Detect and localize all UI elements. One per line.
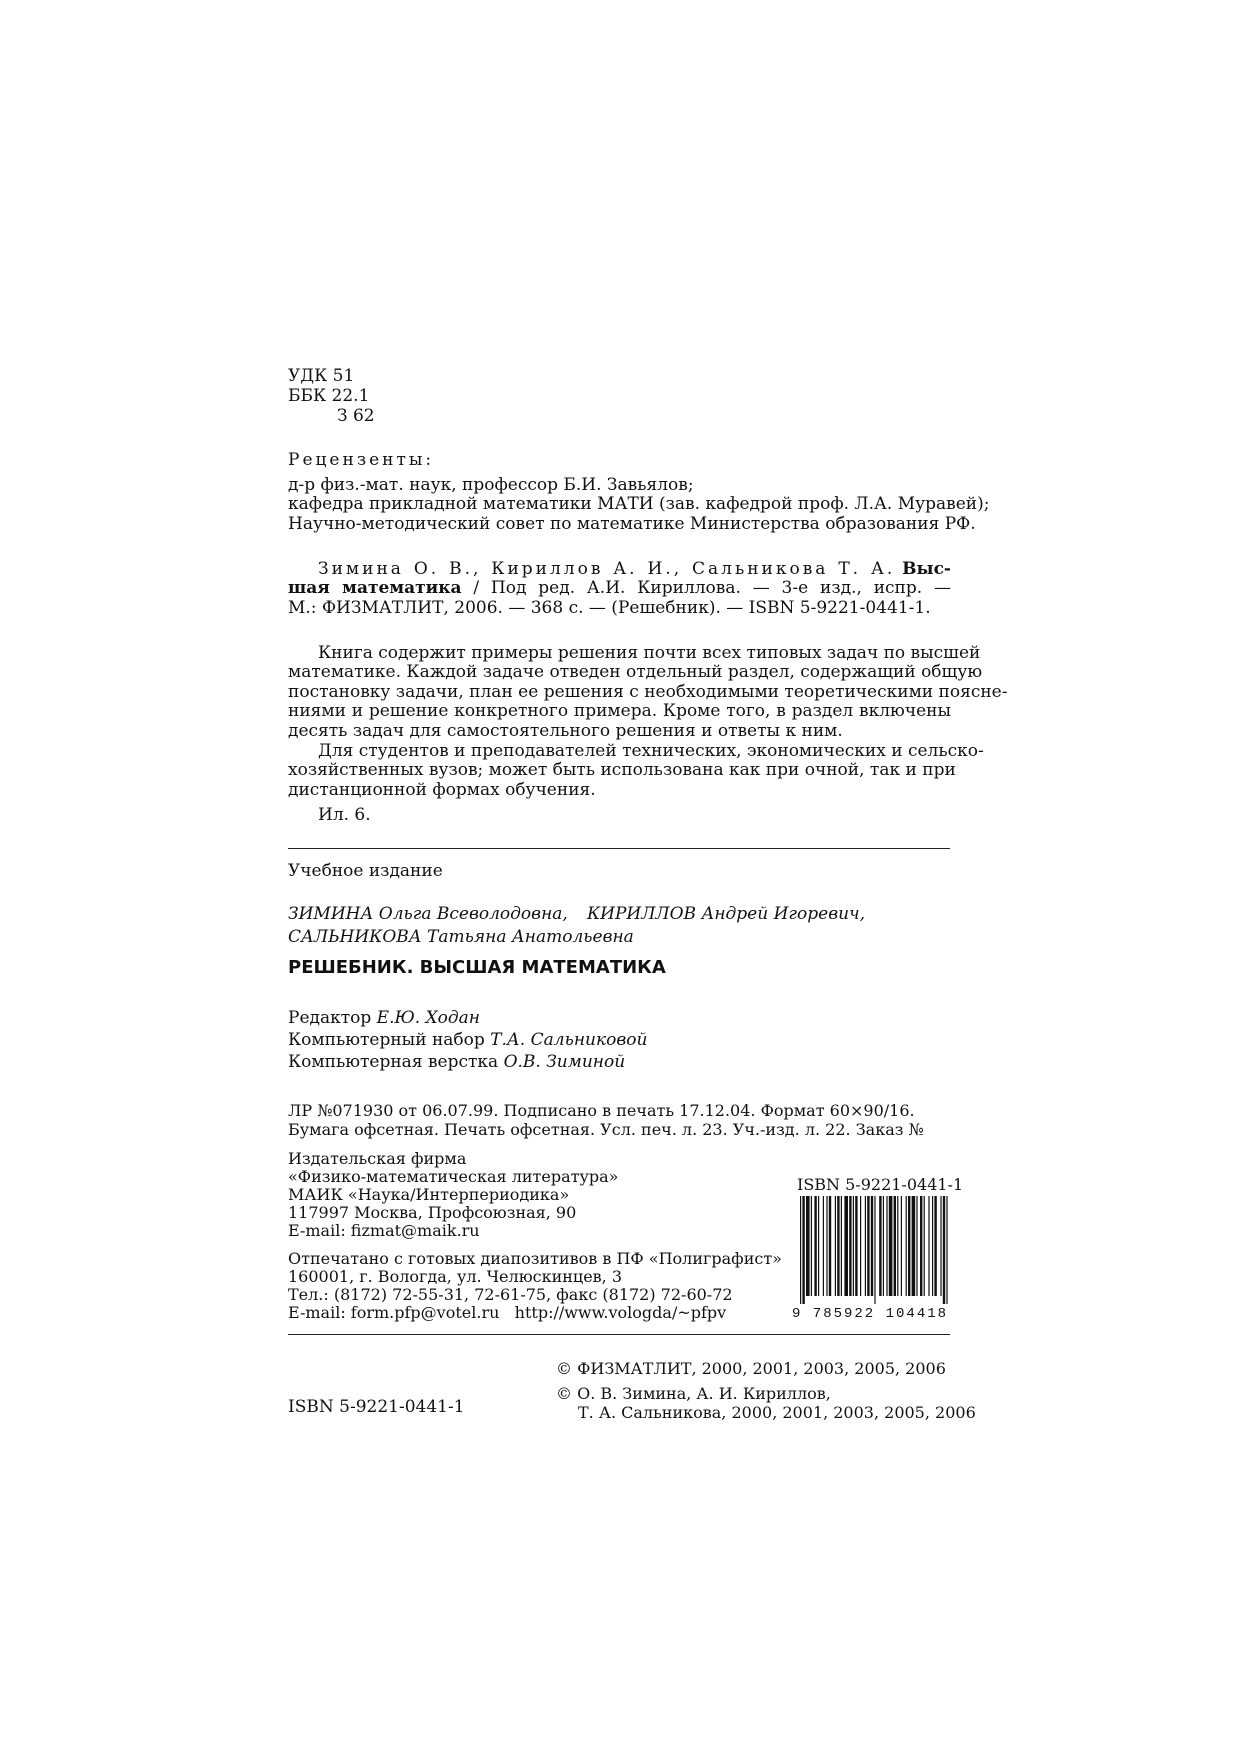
citation-editor: / Под ред. А.И. Кириллова. — 3-е изд., испр. —: [473, 578, 951, 598]
annotation-line: постановку задачи, план ее решения с необходимыми теоретическими поясне-: [288, 682, 1008, 702]
annotation-line: дистанционной формах обучения.: [288, 780, 596, 800]
annotation-line: ниями и решение конкретного примера. Кроме того, в раздел включены: [288, 701, 951, 721]
isbn-barcode: [798, 1196, 950, 1306]
printer-line: 160001, г. Вологда, ул. Челюскинцев, 3: [288, 1267, 623, 1286]
udk-code: УДК 51: [288, 366, 355, 386]
printer-line: Тел.: (8172) 72-55-31, 72-61-75, факс (8172) 72-60-72: [288, 1285, 733, 1304]
edition-type: Учебное издание: [288, 861, 443, 881]
print-info-line: Бумага офсетная. Печать офсетная. Усл. печ. л. 23. Уч.-изд. л. 22. Заказ №: [288, 1120, 924, 1139]
staff-entry: Компьютерная верстка О.В. Зиминой: [288, 1052, 626, 1072]
citation-authors: Зимина О. В., Кириллов А. И., Сальникова Т. А.: [318, 559, 896, 579]
staff-entry: Редактор Е.Ю. Ходан: [288, 1008, 481, 1028]
citation-line-3: М.: ФИЗМАТЛИТ, 2006. — 368 с. — (Решебник). — ISBN 5-9221-0441-1.: [288, 598, 931, 618]
author-name: САЛЬНИКОВА Татьяна Анатольевна: [288, 927, 634, 947]
citation-line-2: [288, 578, 951, 598]
isbn-bottom: ISBN 5-9221-0441-1: [288, 1397, 465, 1417]
barcode-isbn-label: ISBN 5-9221-0441-1: [797, 1175, 964, 1194]
reviewer-line: кафедра прикладной математики МАТИ (зав. кафедрой проф. Л.А. Муравей);: [288, 494, 990, 514]
printer-contacts: E-mail: form.pfp@votel.ru http://www.vologda/~pfpv: [288, 1303, 727, 1322]
reviewers-heading: Рецензенты:: [288, 450, 435, 470]
annotation-line: математике. Каждой задаче отведен отдельный раздел, содержащий общую: [288, 662, 983, 682]
staff-entry: Компьютерный набор Т.А. Сальниковой: [288, 1030, 648, 1050]
copyright-line: © О. В. Зимина, А. И. Кириллов,: [556, 1384, 831, 1403]
reviewer-line: Научно-методический совет по математике Министерства образования РФ.: [288, 514, 976, 534]
citation-title-part2: шая математика: [288, 578, 462, 598]
publisher-line: «Физико-математическая литература»: [288, 1167, 619, 1186]
copyright-line: Т. А. Сальникова, 2000, 2001, 2003, 2005, 2006: [578, 1403, 976, 1422]
reviewer-line: д-р физ.-мат. наук, профессор Б.И. Завьялов;: [288, 475, 694, 495]
publisher-line: 117997 Москва, Профсоюзная, 90: [288, 1203, 577, 1222]
annotation-line: десять задач для самостоятельного решения и ответы к ним.: [288, 721, 843, 741]
publisher-line: Издательская фирма: [288, 1149, 467, 1168]
divider: [288, 1334, 950, 1335]
author-mark: З 62: [337, 406, 375, 426]
barcode-digits: 9 785922 104418: [792, 1306, 949, 1322]
publisher-line: МАИК «Наука/Интерпериодика»: [288, 1185, 570, 1204]
print-info-line: ЛР №071930 от 06.07.99. Подписано в печать 17.12.04. Формат 60×90/16.: [288, 1101, 915, 1120]
divider: [288, 848, 950, 849]
citation-title-part1: Выс-: [902, 559, 951, 579]
annotation-line: хозяйственных вузов; может быть использована как при очной, так и при: [288, 760, 956, 780]
printer-line: Отпечатано с готовых диапозитивов в ПФ «Полиграфист»: [288, 1249, 782, 1268]
publisher-email: E-mail: fizmat@maik.ru: [288, 1221, 480, 1240]
illustrations-count: Ил. 6.: [318, 805, 371, 825]
annotation-line: Для студентов и преподавателей технических, экономических и сельско-: [318, 741, 984, 761]
bbk-code: ББК 22.1: [288, 386, 370, 406]
book-title: РЕШЕБНИК. ВЫСШАЯ МАТЕМАТИКА: [288, 957, 666, 978]
copyright-line: © ФИЗМАТЛИТ, 2000, 2001, 2003, 2005, 2006: [556, 1359, 946, 1378]
author-name: ЗИМИНА Ольга Всеволодовна,: [288, 904, 568, 924]
annotation-line: Книга содержит примеры решения почти всех типовых задач по высшей: [318, 643, 981, 663]
author-name: КИРИЛЛОВ Андрей Игоревич,: [587, 904, 866, 924]
citation-line-1: [288, 559, 951, 579]
